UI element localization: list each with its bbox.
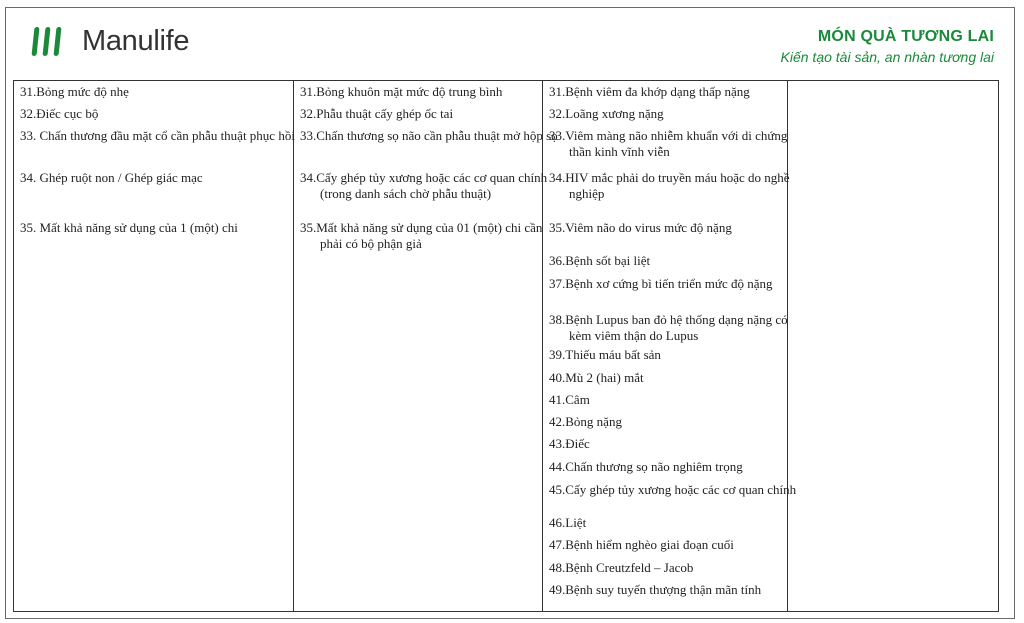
tagline xyxy=(781,28,994,65)
list-item: 35.Viêm não do virus mức độ nặng xyxy=(549,220,732,235)
column-1 xyxy=(14,81,294,611)
list-item: 32.Loãng xương nặng xyxy=(549,106,664,121)
list-item: 32.Phẫu thuật cấy ghép ốc tai xyxy=(300,106,454,121)
list-item: 34. Ghép ruột non / Ghép giác mạc xyxy=(20,170,203,185)
column-4 xyxy=(788,81,998,611)
list-item: 45.Cấy ghép tủy xương hoặc các cơ quan chính xyxy=(549,482,797,497)
column-3 xyxy=(543,81,797,611)
list-item: 36.Bệnh sốt bại liệt xyxy=(549,253,651,268)
list-item: 35.Mất khả năng sử dụng của 01 (một) chi cần phải có bộ phận giả xyxy=(300,220,543,251)
list-item: 31.Bỏng khuôn mặt mức độ trung bình xyxy=(300,84,503,99)
list-item: 33.Chấn thương sọ não cần phẫu thuật mở hộp sọ xyxy=(300,128,558,143)
list-item: 31.Bệnh viêm đa khớp dạng thấp nặng xyxy=(549,84,750,99)
brand-name: Manulife xyxy=(82,24,190,57)
logo-bars-icon xyxy=(33,27,60,56)
list-item: 48.Bệnh Creutzfeld – Jacob xyxy=(549,560,694,575)
list-item: 39.Thiếu máu bất sản xyxy=(549,347,661,362)
list-item: 47.Bệnh hiểm nghèo giai đoạn cuối xyxy=(549,537,734,552)
list-item: 33.Viêm màng não nhiễm khuẩn với di chứng thần kinh vĩnh viễn xyxy=(549,128,788,159)
list-item: 35. Mất khả năng sử dụng của 1 (một) chi xyxy=(20,220,238,235)
list-item: 31.Bỏng mức độ nhẹ xyxy=(20,84,129,99)
list-item: 37.Bệnh xơ cứng bì tiến triển mức độ nặng xyxy=(549,276,773,291)
manulife-logo xyxy=(33,25,189,57)
list-item: 34.Cấy ghép tủy xương hoặc các cơ quan chính (trong danh sách chờ phẫu thuật) xyxy=(300,170,548,201)
list-item: 33. Chấn thương đầu mặt cổ cần phẫu thuật phục hồi xyxy=(20,128,295,143)
list-item: 43.Điếc xyxy=(549,436,590,451)
column-2 xyxy=(294,81,558,611)
list-item: 41.Câm xyxy=(549,392,590,407)
benefits-table xyxy=(13,80,999,612)
list-item: 40.Mù 2 (hai) mắt xyxy=(549,370,644,385)
list-item: 34.HIV mắc phải do truyền máu hoặc do nghề nghiệp xyxy=(549,170,790,201)
tagline-subtitle: Kiến tạo tài sản, an nhàn tương lai xyxy=(780,49,994,65)
list-item: 49.Bệnh suy tuyến thượng thận mãn tính xyxy=(549,582,762,597)
list-item: 32.Điếc cục bộ xyxy=(20,106,99,121)
list-item: 38.Bệnh Lupus ban đỏ hệ thống dạng nặng có kèm viêm thận do Lupus xyxy=(549,312,788,343)
list-item: 42.Bỏng nặng xyxy=(549,414,622,429)
tagline-title: MÓN QUÀ TƯƠNG LAI xyxy=(817,28,994,45)
list-item: 46.Liệt xyxy=(549,515,587,530)
list-item: 44.Chấn thương sọ não nghiêm trọng xyxy=(549,459,743,474)
